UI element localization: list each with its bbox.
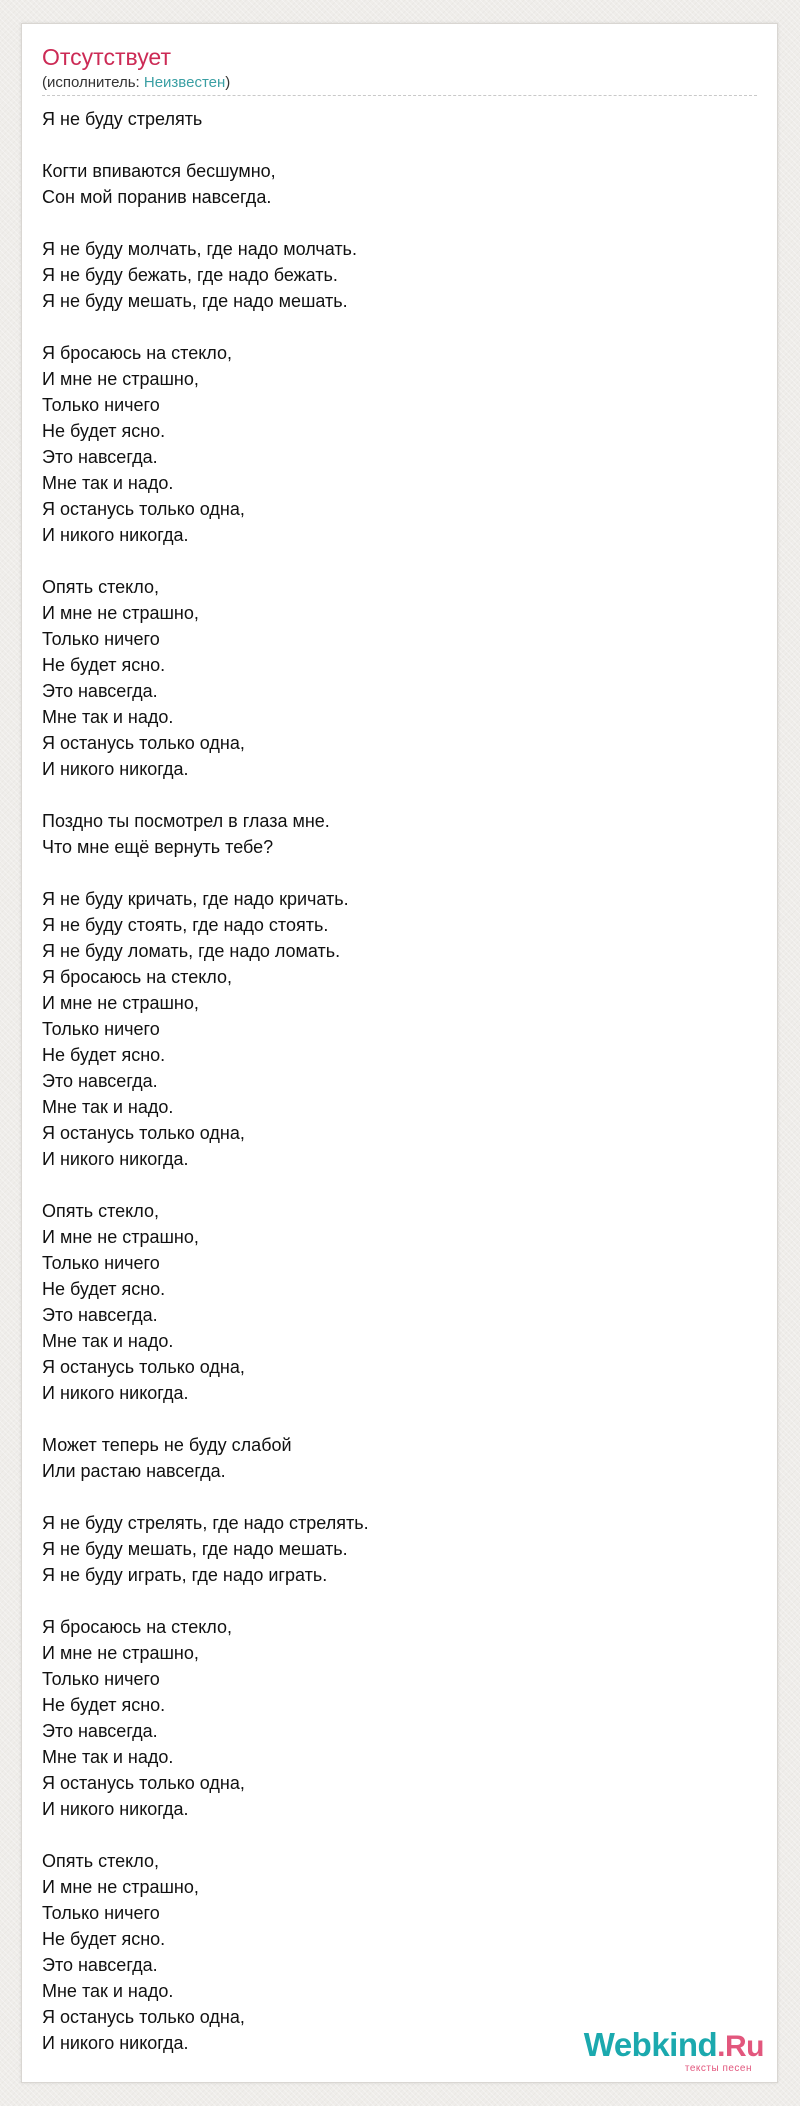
lyrics-card xyxy=(21,23,778,2083)
byline-prefix: (исполнитель: xyxy=(42,74,144,91)
lyrics-stanza xyxy=(42,1198,742,1406)
lyrics-line: Только ничего xyxy=(42,395,160,415)
lyrics-stanza xyxy=(42,808,742,860)
lyrics-line: Не будет ясно. xyxy=(42,1045,166,1065)
lyrics-line: Только ничего xyxy=(42,1019,160,1039)
lyrics-line: Опять стекло, xyxy=(42,1201,159,1221)
logo-name: Webkind xyxy=(583,2026,718,2063)
lyrics-line: Я не буду стоять, где надо стоять. xyxy=(42,915,329,935)
lyrics-line: Это навсегда. xyxy=(42,1955,158,1975)
lyrics-line: Я не буду мешать, где надо мешать. xyxy=(42,291,348,311)
logo-tagline: тексты песен xyxy=(684,2063,752,2074)
lyrics-line: Опять стекло, xyxy=(42,577,159,597)
artist-link[interactable]: Неизвестен xyxy=(143,74,226,91)
lyrics-line: И никого никогда. xyxy=(42,525,189,545)
lyrics-line: Или растаю навсегда. xyxy=(42,1461,226,1481)
lyrics-line: Я не буду молчать, где надо молчать. xyxy=(42,239,357,259)
lyrics-line: Это навсегда. xyxy=(42,1305,158,1325)
lyrics-line: И никого никогда. xyxy=(42,759,189,779)
lyrics-line: Я не буду бежать, где надо бежать. xyxy=(42,265,338,285)
lyrics-line: Я не буду мешать, где надо мешать. xyxy=(42,1539,348,1559)
lyrics-line: И никого никогда. xyxy=(42,1149,189,1169)
lyrics-line: Не будет ясно. xyxy=(42,1279,166,1299)
logo-wordmark xyxy=(584,2025,764,2067)
lyrics-line: Мне так и надо. xyxy=(42,707,174,727)
lyrics-line: Я бросаюсь на стекло, xyxy=(42,967,233,987)
webkind-logo[interactable] xyxy=(564,2025,764,2077)
lyrics-line: Когти впиваются бесшумно, xyxy=(42,161,276,181)
lyrics-line: Только ничего xyxy=(42,629,160,649)
lyrics-line: Я останусь только одна, xyxy=(42,1357,245,1377)
lyrics-line: И никого никогда. xyxy=(42,1799,189,1819)
logo-tld: .Ru xyxy=(717,2030,764,2063)
lyrics-line: Я останусь только одна, xyxy=(42,1123,245,1143)
lyrics-line: Я бросаюсь на стекло, xyxy=(42,1617,233,1637)
lyrics-line: Я не буду стрелять xyxy=(42,109,203,129)
lyrics-line: Я не буду играть, где надо играть. xyxy=(42,1565,328,1585)
artist-byline xyxy=(42,74,230,92)
lyrics-line: Я останусь только одна, xyxy=(42,2007,245,2027)
lyrics-stanza xyxy=(42,106,742,132)
lyrics-stanza xyxy=(42,574,742,782)
lyrics-stanza xyxy=(42,886,742,1172)
lyrics-line: Не будет ясно. xyxy=(42,1695,166,1715)
lyrics-line: И мне не страшно, xyxy=(42,993,199,1013)
lyrics-line: Я останусь только одна, xyxy=(42,499,245,519)
lyrics-line: Не будет ясно. xyxy=(42,655,166,675)
lyrics-stanza xyxy=(42,1614,742,1822)
lyrics-stanza xyxy=(42,236,742,314)
lyrics-line: Сон мой поранив навсегда. xyxy=(42,187,272,207)
header-divider xyxy=(42,95,757,96)
lyrics-line: Только ничего xyxy=(42,1903,160,1923)
lyrics-line: Только ничего xyxy=(42,1253,160,1273)
lyrics-line: Не будет ясно. xyxy=(42,421,166,441)
lyrics-line: Опять стекло, xyxy=(42,1851,159,1871)
lyrics-line: Это навсегда. xyxy=(42,1071,158,1091)
lyrics-line: Я останусь только одна, xyxy=(42,1773,245,1793)
lyrics-line: Мне так и надо. xyxy=(42,1331,174,1351)
lyrics-line: Не будет ясно. xyxy=(42,1929,166,1949)
lyrics-line: Что мне ещё вернуть тебе? xyxy=(42,837,274,857)
lyrics-stanza xyxy=(42,1432,742,1484)
lyrics-line: Я не буду стрелять, где надо стрелять. xyxy=(42,1513,369,1533)
lyrics-text xyxy=(42,106,742,2082)
lyrics-stanza xyxy=(42,1510,742,1588)
lyrics-line: Это навсегда. xyxy=(42,447,158,467)
lyrics-line: Может теперь не буду слабой xyxy=(42,1435,292,1455)
lyrics-line: И мне не страшно, xyxy=(42,603,199,623)
lyrics-line: И никого никогда. xyxy=(42,1383,189,1403)
lyrics-line: Мне так и надо. xyxy=(42,473,174,493)
lyrics-line: Мне так и надо. xyxy=(42,1981,174,2001)
lyrics-stanza xyxy=(42,340,742,548)
song-title: Отсутствует xyxy=(42,44,171,70)
lyrics-line: И мне не страшно, xyxy=(42,369,199,389)
lyrics-line: Мне так и надо. xyxy=(42,1747,174,1767)
lyrics-line: Только ничего xyxy=(42,1669,160,1689)
lyrics-line: Я не буду ломать, где надо ломать. xyxy=(42,941,341,961)
lyrics-line: Я бросаюсь на стекло, xyxy=(42,343,233,363)
lyrics-line: И мне не страшно, xyxy=(42,1877,199,1897)
lyrics-line: Я останусь только одна, xyxy=(42,733,245,753)
lyrics-line: И никого никогда. xyxy=(42,2033,189,2053)
lyrics-line: Я не буду кричать, где надо кричать. xyxy=(42,889,349,909)
lyrics-line: И мне не страшно, xyxy=(42,1643,199,1663)
byline-suffix: ) xyxy=(225,74,231,91)
lyrics-line: Поздно ты посмотрел в глаза мне. xyxy=(42,811,330,831)
lyrics-line: Это навсегда. xyxy=(42,1721,158,1741)
lyrics-stanza xyxy=(42,158,742,210)
lyrics-line: Это навсегда. xyxy=(42,681,158,701)
lyrics-line: И мне не страшно, xyxy=(42,1227,199,1247)
lyrics-line: Мне так и надо. xyxy=(42,1097,174,1117)
